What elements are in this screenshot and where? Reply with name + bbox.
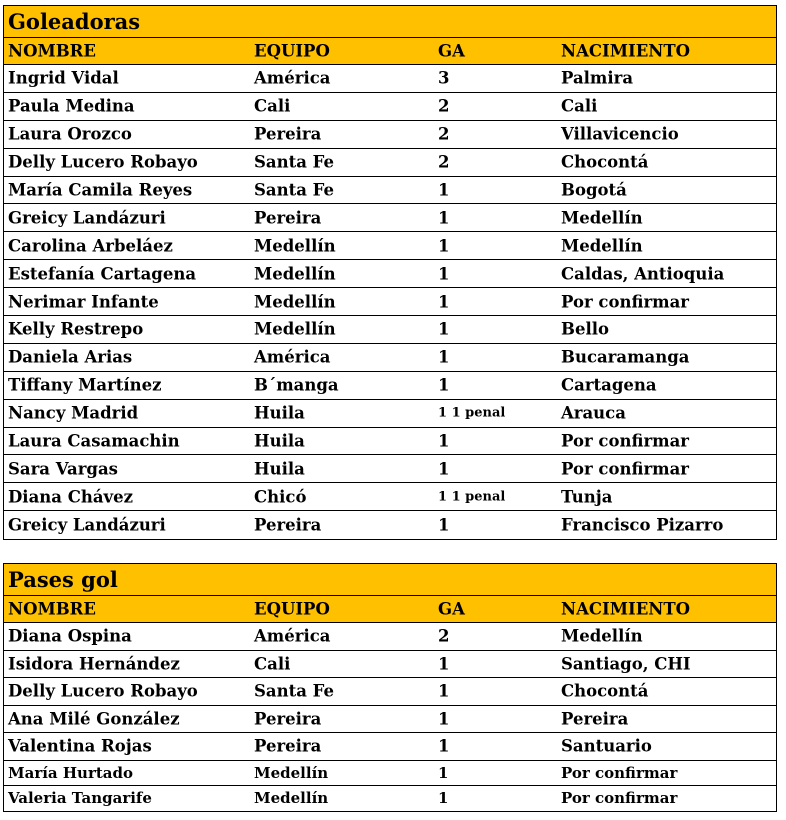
cell-nombre: Daniela Arias bbox=[8, 347, 133, 367]
cell-ga: 1 bbox=[438, 264, 450, 284]
cell-equipo: Chicó bbox=[254, 487, 307, 507]
table-row bbox=[4, 288, 776, 316]
table-row bbox=[4, 121, 776, 149]
column-header-nacimiento: NACIMIENTO bbox=[561, 599, 691, 619]
cell-ga: 1 bbox=[438, 709, 450, 729]
table-row bbox=[4, 372, 776, 400]
cell-nombre: Nerimar Infante bbox=[8, 292, 159, 312]
cell-equipo: América bbox=[254, 68, 331, 88]
cell-ga: 1 1 penal bbox=[438, 489, 506, 505]
cell-equipo: América bbox=[254, 626, 331, 646]
cell-nombre: Kelly Restrepo bbox=[8, 319, 144, 339]
cell-nombre: Sara Vargas bbox=[8, 459, 118, 479]
goleadoras-header-row bbox=[4, 38, 776, 65]
goleadoras-table bbox=[3, 5, 777, 540]
cell-equipo: Medellín bbox=[254, 292, 336, 312]
table-row bbox=[4, 177, 776, 205]
cell-nacimiento: Chocontá bbox=[561, 152, 649, 172]
cell-nacimiento: Villavicencio bbox=[561, 124, 679, 144]
cell-ga: 1 bbox=[438, 180, 450, 200]
cell-nombre: Delly Lucero Robayo bbox=[8, 681, 198, 701]
cell-equipo: Pereira bbox=[254, 515, 322, 535]
cell-equipo: Cali bbox=[254, 96, 291, 116]
cell-nombre: Laura Orozco bbox=[8, 124, 132, 144]
table-row bbox=[4, 428, 776, 456]
table-row bbox=[4, 344, 776, 372]
cell-ga: 1 1 penal bbox=[438, 405, 506, 421]
table-row bbox=[4, 455, 776, 483]
cell-nacimiento: Arauca bbox=[561, 403, 626, 423]
cell-nacimiento: Bucaramanga bbox=[561, 347, 690, 367]
cell-nacimiento: Por confirmar bbox=[561, 789, 678, 807]
column-header-ga: GA bbox=[438, 41, 465, 61]
cell-nacimiento: Por confirmar bbox=[561, 763, 678, 782]
cell-nombre: Diana Ospina bbox=[8, 626, 132, 646]
table-row bbox=[4, 316, 776, 344]
cell-equipo: Huila bbox=[254, 431, 305, 451]
table-row bbox=[4, 623, 776, 651]
table-row bbox=[4, 93, 776, 121]
cell-ga: 1 bbox=[438, 319, 450, 339]
pases-gol-title: Pases gol bbox=[4, 564, 776, 596]
cell-nacimiento: Palmira bbox=[561, 68, 634, 88]
cell-ga: 1 bbox=[438, 431, 450, 451]
cell-ga: 2 bbox=[438, 124, 450, 144]
table-row bbox=[4, 260, 776, 288]
cell-nombre: Estefanía Cartagena bbox=[8, 264, 197, 284]
cell-nacimiento: Medellín bbox=[561, 236, 643, 256]
cell-nombre: Paula Medina bbox=[8, 96, 135, 116]
column-header-nacimiento: NACIMIENTO bbox=[561, 41, 691, 61]
pases-gol-table bbox=[3, 563, 777, 812]
table-row bbox=[4, 706, 776, 734]
table-row bbox=[4, 232, 776, 260]
cell-nombre: Diana Chávez bbox=[8, 487, 133, 507]
cell-nombre: Valentina Rojas bbox=[8, 736, 152, 756]
cell-nombre: Carolina Arbeláez bbox=[8, 236, 173, 256]
cell-nombre: Ingrid Vidal bbox=[8, 68, 119, 88]
cell-nacimiento: Santuario bbox=[561, 736, 652, 756]
cell-ga: 1 bbox=[438, 736, 450, 756]
column-header-ga: GA bbox=[438, 599, 465, 619]
cell-nombre: Isidora Hernández bbox=[8, 654, 180, 674]
cell-nombre: Valeria Tangarife bbox=[8, 789, 152, 807]
cell-nacimiento: Santiago, CHI bbox=[561, 654, 691, 674]
cell-equipo: Medellín bbox=[254, 763, 329, 782]
table-row bbox=[4, 511, 776, 539]
cell-ga: 1 bbox=[438, 375, 450, 395]
table-row bbox=[4, 786, 776, 811]
cell-nacimiento: Pereira bbox=[561, 709, 629, 729]
table-row bbox=[4, 761, 776, 786]
pases-gol-header-row bbox=[4, 596, 776, 623]
cell-ga: 3 bbox=[438, 68, 450, 88]
cell-equipo: Pereira bbox=[254, 709, 322, 729]
cell-ga: 2 bbox=[438, 96, 450, 116]
cell-nacimiento: Medellín bbox=[561, 208, 643, 228]
cell-equipo: Medellín bbox=[254, 319, 336, 339]
cell-ga: 1 bbox=[438, 347, 450, 367]
goleadoras-body bbox=[4, 65, 776, 539]
table-row bbox=[4, 204, 776, 232]
cell-equipo: Santa Fe bbox=[254, 681, 334, 701]
cell-nacimiento: Bogotá bbox=[561, 180, 627, 200]
cell-nombre: Nancy Madrid bbox=[8, 403, 139, 423]
cell-ga: 1 bbox=[438, 681, 450, 701]
cell-nacimiento: Por confirmar bbox=[561, 431, 689, 451]
table-row bbox=[4, 651, 776, 679]
cell-nacimiento: Cartagena bbox=[561, 375, 657, 395]
cell-equipo: Santa Fe bbox=[254, 180, 334, 200]
cell-equipo: Medellín bbox=[254, 264, 336, 284]
cell-nacimiento: Por confirmar bbox=[561, 292, 689, 312]
cell-nacimiento: Tunja bbox=[561, 487, 613, 507]
cell-nacimiento: Medellín bbox=[561, 626, 643, 646]
table-row bbox=[4, 678, 776, 706]
cell-nombre: Delly Lucero Robayo bbox=[8, 152, 198, 172]
cell-ga: 2 bbox=[438, 152, 450, 172]
cell-equipo: Medellín bbox=[254, 789, 329, 807]
cell-equipo: Pereira bbox=[254, 736, 322, 756]
column-header-equipo: EQUIPO bbox=[254, 41, 330, 61]
cell-nacimiento: Caldas, Antioquia bbox=[561, 264, 725, 284]
cell-equipo: B´manga bbox=[254, 375, 339, 395]
table-row bbox=[4, 65, 776, 93]
cell-nacimiento: Bello bbox=[561, 319, 609, 339]
cell-equipo: Pereira bbox=[254, 124, 322, 144]
goleadoras-title: Goleadoras bbox=[4, 6, 776, 38]
cell-nombre: Laura Casamachin bbox=[8, 431, 180, 451]
cell-equipo: Cali bbox=[254, 654, 291, 674]
column-header-nombre: NOMBRE bbox=[8, 41, 96, 61]
cell-ga: 1 bbox=[438, 515, 450, 535]
cell-ga: 1 bbox=[438, 789, 449, 807]
table-row bbox=[4, 149, 776, 177]
table-row bbox=[4, 483, 776, 511]
cell-equipo: Huila bbox=[254, 403, 305, 423]
cell-nombre: Greicy Landázuri bbox=[8, 515, 166, 535]
cell-equipo: América bbox=[254, 347, 331, 367]
cell-nacimiento: Cali bbox=[561, 96, 598, 116]
cell-ga: 1 bbox=[438, 208, 450, 228]
cell-nacimiento: Francisco Pizarro bbox=[561, 515, 724, 535]
cell-nombre: Greicy Landázuri bbox=[8, 208, 166, 228]
table-row bbox=[4, 400, 776, 428]
cell-nacimiento: Por confirmar bbox=[561, 459, 689, 479]
cell-ga: 1 bbox=[438, 459, 450, 479]
pases-gol-body bbox=[4, 623, 776, 811]
cell-nacimiento: Chocontá bbox=[561, 681, 649, 701]
column-header-nombre: NOMBRE bbox=[8, 599, 96, 619]
cell-ga: 1 bbox=[438, 763, 449, 782]
cell-nombre: María Camila Reyes bbox=[8, 180, 193, 200]
cell-ga: 1 bbox=[438, 292, 450, 312]
cell-nombre: Tiffany Martínez bbox=[8, 375, 162, 395]
cell-ga: 2 bbox=[438, 626, 450, 646]
cell-nombre: María Hurtado bbox=[8, 763, 133, 782]
column-header-equipo: EQUIPO bbox=[254, 599, 330, 619]
cell-equipo: Huila bbox=[254, 459, 305, 479]
cell-equipo: Santa Fe bbox=[254, 152, 334, 172]
cell-equipo: Pereira bbox=[254, 208, 322, 228]
cell-ga: 1 bbox=[438, 654, 450, 674]
table-row bbox=[4, 733, 776, 761]
cell-nombre: Ana Milé González bbox=[8, 709, 180, 729]
cell-ga: 1 bbox=[438, 236, 450, 256]
cell-equipo: Medellín bbox=[254, 236, 336, 256]
